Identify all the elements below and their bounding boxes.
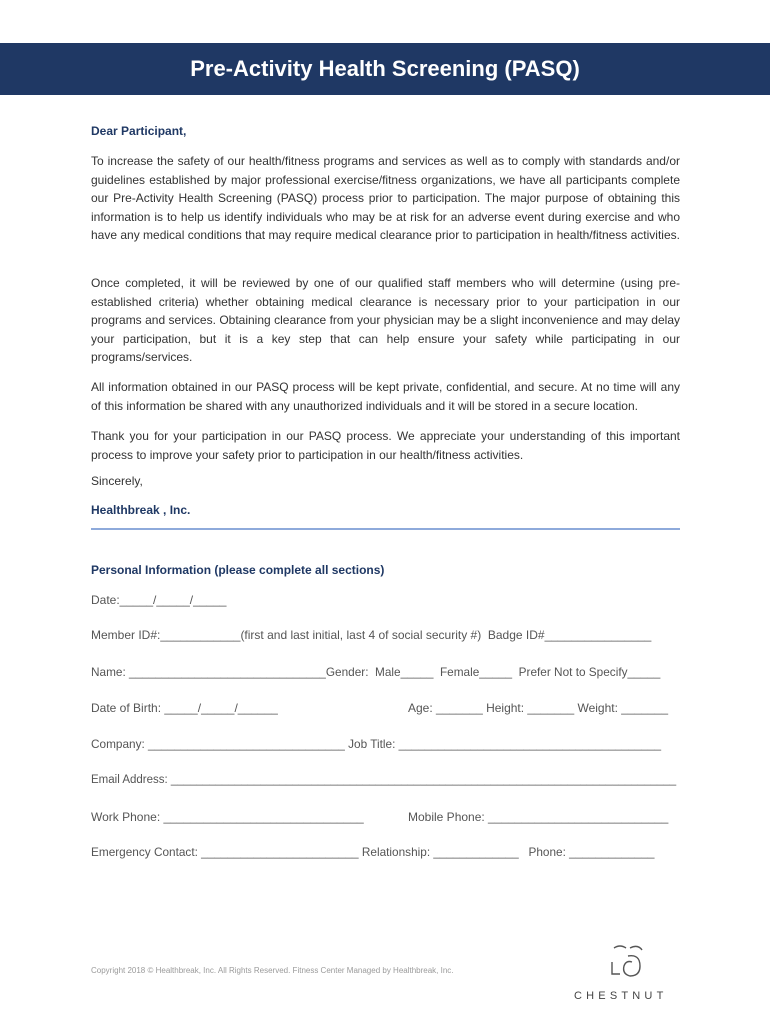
mobile-phone-field[interactable]: Mobile Phone: ___________________________: [408, 810, 669, 824]
name-gender-field[interactable]: Name: ______________________________Gender: Male_____ Female_____ Prefer Not to Specify_____: [91, 665, 661, 679]
copyright-footer: Copyright 2018 © Healthbreak, Inc. All Rights Reserved. Fitness Center Managed by Healthbreak, Inc.: [91, 966, 454, 975]
letter-closing: Sincerely,: [91, 474, 143, 488]
date-of-birth-field[interactable]: Date of Birth: _____/_____/______: [91, 701, 278, 715]
member-id-field[interactable]: Member ID#:____________(first and last initial, last 4 of social security #) Badge ID#________________: [91, 628, 652, 642]
page-title: Pre-Activity Health Screening (PASQ): [190, 56, 580, 81]
chestnut-logo-icon: [606, 944, 646, 980]
age-height-weight-field[interactable]: Age: _______ Height: _______ Weight: _______: [408, 701, 668, 715]
letter-paragraph: Thank you for your participation in our PASQ process. We appreciate your understanding of this important process to improve your safety prior to participation in our health/fitness activities.: [91, 429, 680, 462]
letter-signature: Healthbreak , Inc.: [91, 503, 191, 517]
title-banner: [0, 43, 770, 95]
email-field[interactable]: Email Address: _______________________________________________________________________________: [91, 774, 677, 786]
chestnut-wordmark: CHESTNUT: [574, 990, 668, 1002]
date-field[interactable]: Date:_____/_____/_____: [91, 593, 227, 607]
emergency-contact-field[interactable]: Emergency Contact: ________________________ Relationship: _____________ Phone: _____________: [91, 845, 655, 859]
letter-greeting: Dear Participant,: [91, 124, 187, 138]
letter-paragraph: All information obtained in our PASQ process will be kept private, confidential, and secure. At no time will any of this information be shared with any unauthorized individuals and it will be stored in a secure location.: [91, 380, 680, 413]
letter-paragraph: Once completed, it will be reviewed by one of our qualified staff members who will determine (using pre-established criteria) whether obtaining medical clearance is necessary prior to your participation in our programs and services. Obtaining clearance from your physician may be a slight inconvenience and may delay your participation, but it is a key step that can help ensure your safety while participating in our programs/services.: [91, 276, 680, 365]
company-jobtitle-field[interactable]: Company: ______________________________ Job Title: ________________________________________: [91, 737, 662, 751]
personal-info-heading: Personal Information (please complete all sections): [91, 563, 385, 577]
letter-paragraph: To increase the safety of our health/fitness programs and services as well as to comply with standards and/or guidelines established by major professional exercise/fitness organizations, we have all participants complete our Pre-Activity Health Screening (PASQ) process prior to participation. The major purpose of obtaining this information is to help us identify individuals who may be at risk for an adverse event during exercise and who have any medical conditions that may require medical clearance prior to participation in health/fitness activities.: [91, 154, 680, 243]
section-divider: [91, 528, 680, 530]
work-phone-field[interactable]: Work Phone: ______________________________: [91, 810, 364, 824]
